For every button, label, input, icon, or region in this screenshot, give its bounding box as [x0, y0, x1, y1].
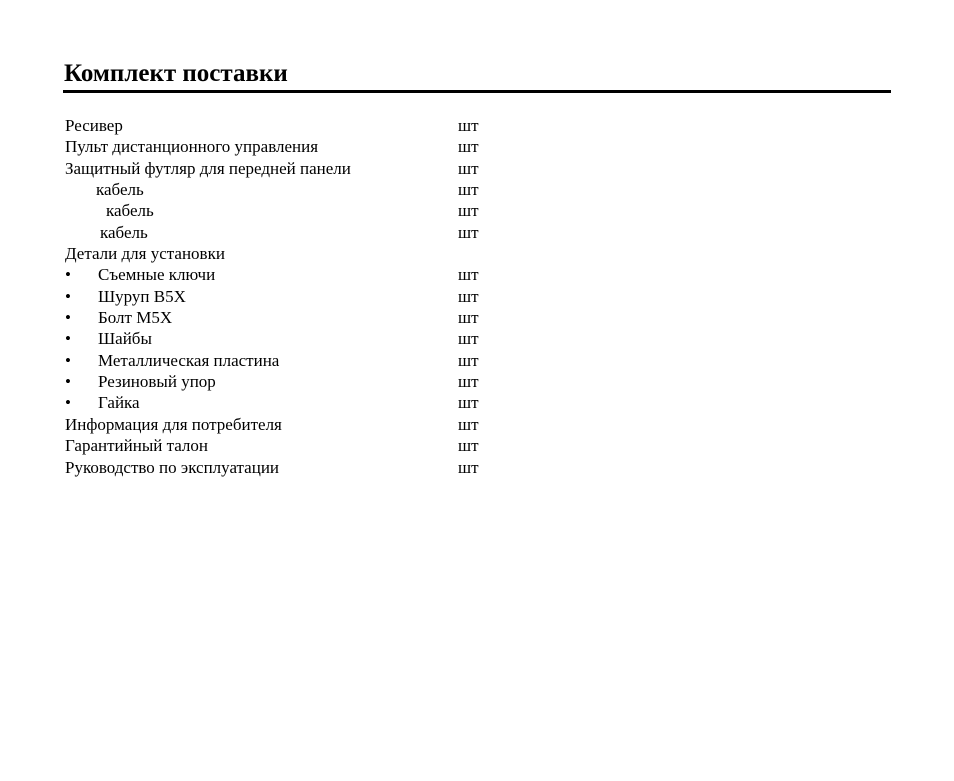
page-title: Комплект поставки — [64, 60, 288, 87]
item-name: Информация для потребителя — [65, 414, 282, 434]
title-divider — [63, 90, 891, 93]
package-contents-list — [0, 115, 954, 478]
bullet-icon: • — [65, 372, 71, 392]
list-item — [0, 414, 954, 435]
item-name: Пульт дистанционного управления — [65, 137, 319, 157]
bullet-icon: • — [65, 350, 71, 370]
bullet-icon: • — [65, 308, 71, 328]
bullet-icon: • — [65, 265, 71, 285]
item-name: Руководство по эксплуатации — [65, 457, 280, 477]
item-name: Болт M5X — [98, 308, 173, 328]
list-item — [0, 286, 954, 307]
list-item — [0, 222, 954, 243]
item-unit: шт — [458, 137, 479, 157]
list-item — [0, 200, 954, 221]
item-name: Гарантийный талон — [65, 436, 208, 456]
item-name: Ресивер — [65, 116, 123, 135]
item-name: кабель — [96, 180, 144, 200]
item-name: Гайка — [98, 393, 140, 413]
item-unit: шт — [458, 201, 479, 221]
item-unit: шт — [458, 308, 479, 328]
item-name: Резиновый упор — [98, 372, 216, 392]
item-name: кабель — [106, 201, 154, 221]
list-item — [0, 392, 954, 413]
item-name: кабель — [100, 222, 148, 242]
list-item — [0, 328, 954, 349]
list-item — [0, 435, 954, 456]
list-item — [0, 371, 954, 392]
list-item — [0, 158, 954, 179]
item-unit: шт — [458, 116, 479, 135]
item-name: Съемные ключи — [98, 265, 216, 285]
item-unit: шт — [458, 457, 479, 477]
list-item — [0, 457, 954, 478]
bullet-icon: • — [65, 393, 71, 413]
bullet-icon: • — [65, 329, 71, 349]
list-section-heading — [0, 243, 954, 264]
list-item — [0, 136, 954, 157]
bullet-icon: • — [65, 286, 71, 306]
item-name: Шуруп B5X — [98, 286, 186, 306]
item-unit: шт — [458, 393, 479, 413]
item-name: Детали для установки — [65, 244, 225, 264]
item-unit: шт — [458, 222, 479, 242]
list-item — [0, 115, 954, 136]
list-item — [0, 264, 954, 285]
item-name: Шайбы — [98, 329, 152, 349]
item-unit: шт — [458, 329, 479, 349]
item-name: Металлическая пластина — [98, 350, 280, 370]
item-unit: шт — [458, 436, 479, 456]
item-unit: шт — [458, 158, 479, 178]
item-name: Защитный футляр для передней панели — [65, 158, 351, 178]
item-unit: шт — [458, 265, 479, 285]
item-unit: шт — [458, 286, 479, 306]
item-unit: шт — [458, 414, 479, 434]
item-unit: шт — [458, 372, 479, 392]
list-item — [0, 307, 954, 328]
item-unit: шт — [458, 350, 479, 370]
item-unit: шт — [458, 180, 479, 200]
list-item — [0, 179, 954, 200]
list-item — [0, 350, 954, 371]
